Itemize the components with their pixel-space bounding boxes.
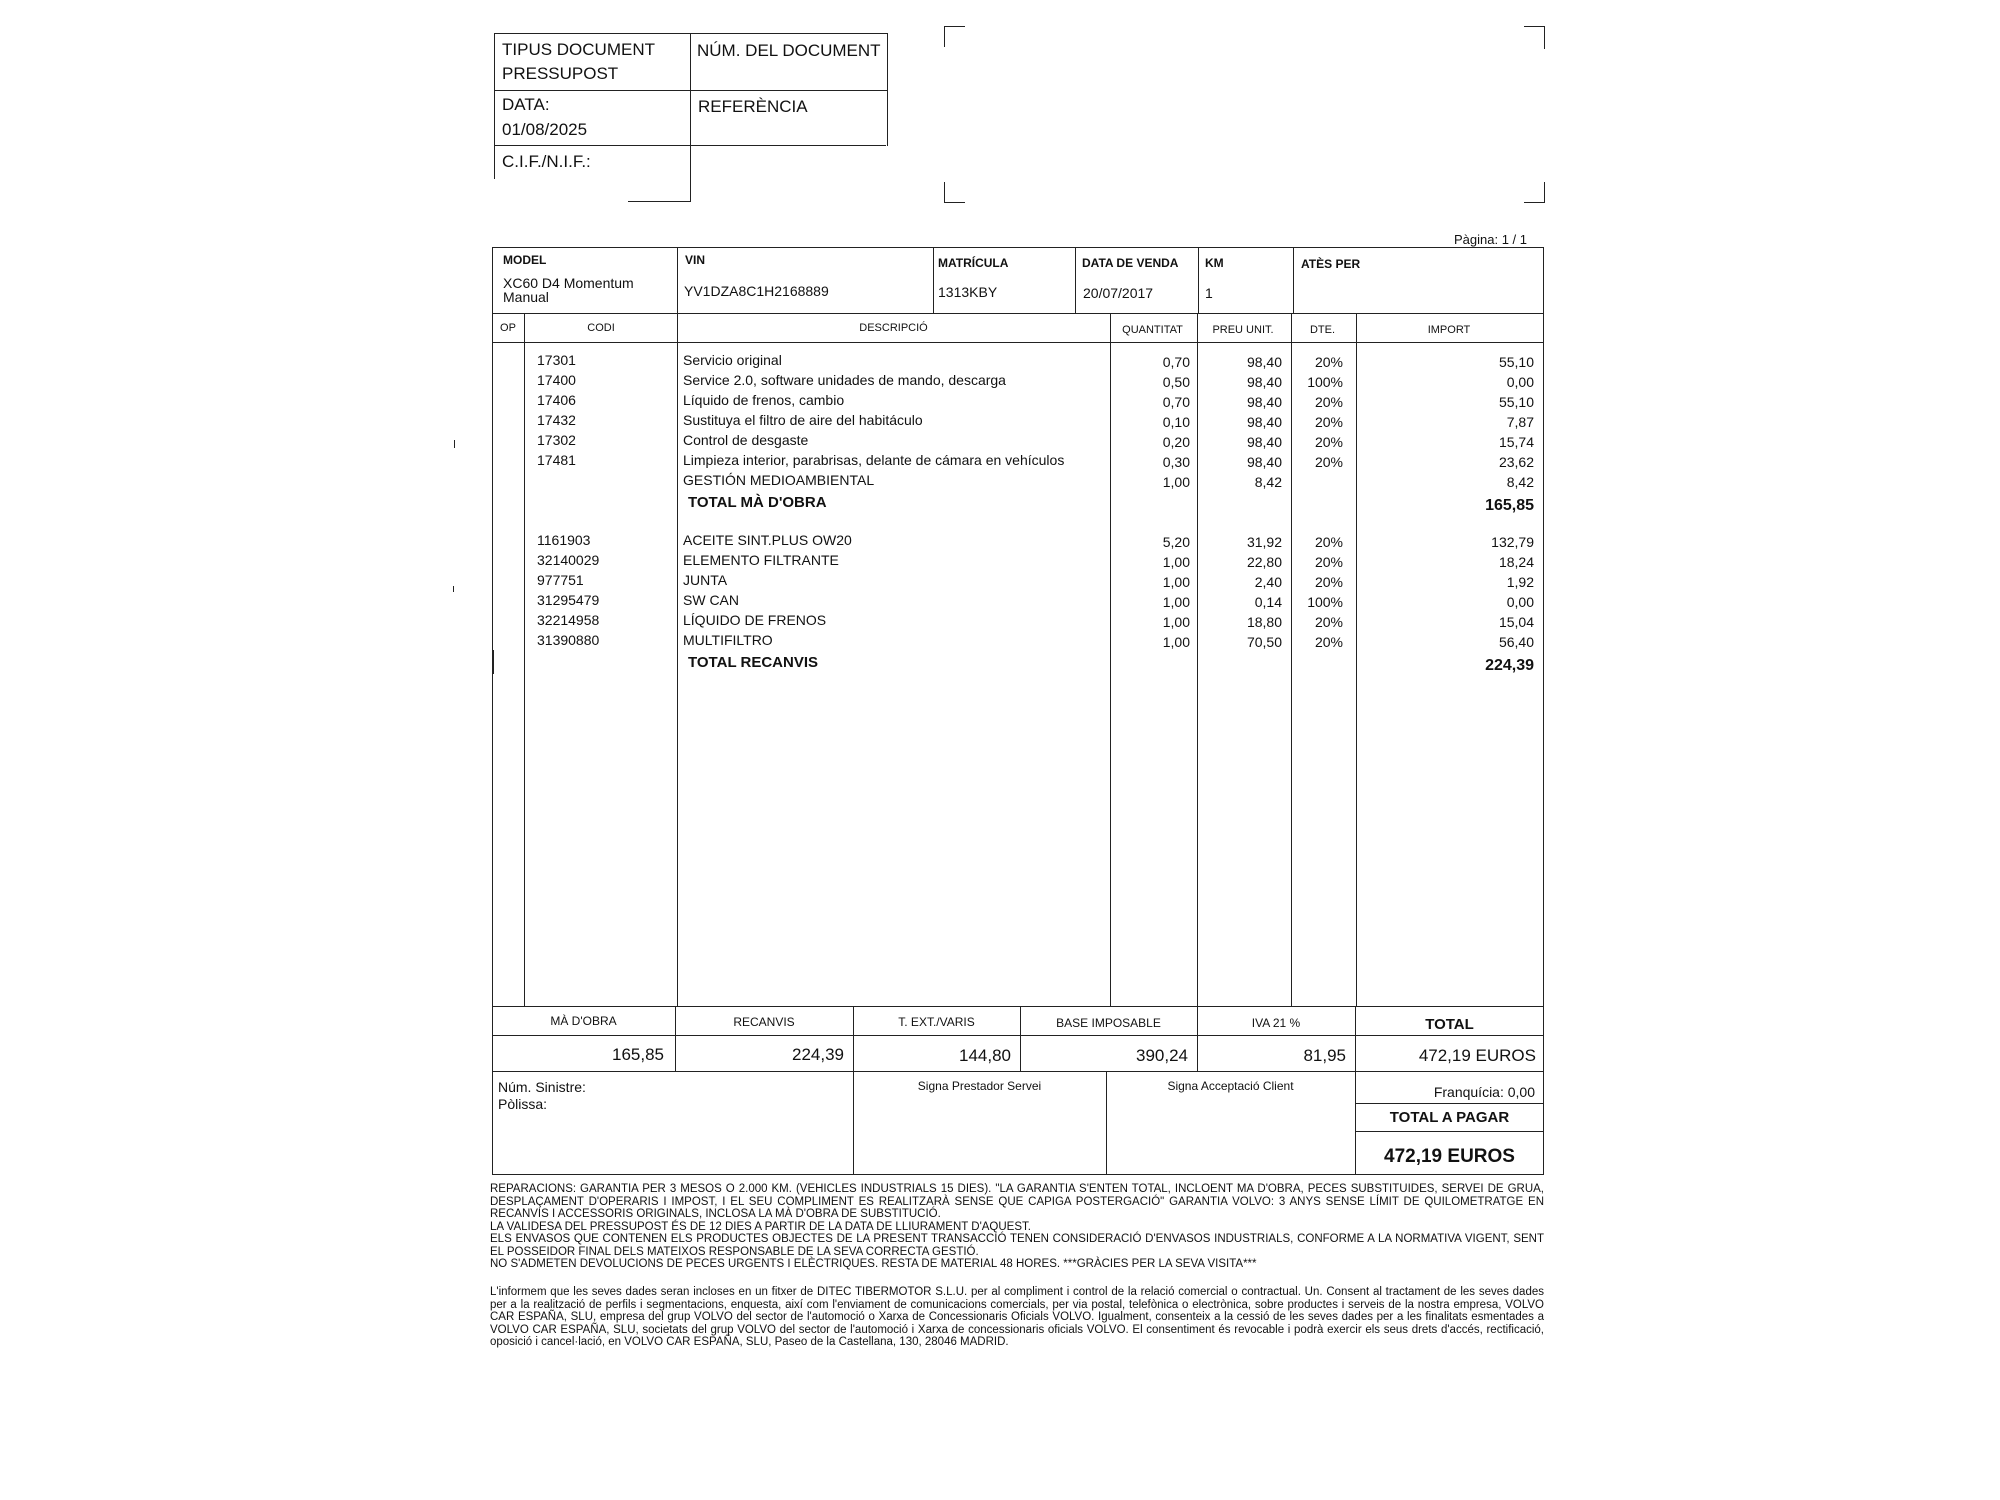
model-label: MODEL — [503, 253, 547, 267]
line-unit-price: 98,40 — [1246, 454, 1282, 470]
line-code: 31390880 — [537, 632, 600, 648]
line-amount: 8,42 — [1506, 474, 1534, 490]
line-discount: 20% — [1314, 354, 1343, 370]
scan-speck — [453, 586, 454, 592]
doc-number-label: NÚM. DEL DOCUMENT — [697, 41, 881, 60]
line-code: 31295479 — [537, 592, 600, 608]
cif-label: C.I.F./N.I.F.: — [502, 152, 591, 171]
total-to-pay-value: 472,19 EUROS — [1384, 1146, 1515, 1167]
line-quantity: 0,70 — [1162, 354, 1190, 370]
line-quantity: 1,00 — [1162, 474, 1190, 490]
labour-total-label: TOTAL MÀ D'OBRA — [688, 494, 827, 511]
line-amount: 132,79 — [1491, 534, 1534, 550]
scan-speck — [493, 650, 494, 674]
vin-label: VIN — [685, 253, 706, 267]
line-quantity: 1,00 — [1162, 574, 1190, 590]
summary-parts-value: 224,39 — [792, 1045, 844, 1064]
packaging-text: ELS ENVASOS QUE CONTENEN ELS PRODUCTES OBJECTES DE LA PRESENT TRANSACCIÓ TENEN CONSIDERACIÓ D'ENVASOS INDUSTRIALS, CONFORME A LA NORMATIVA VIGENT, SENT EL POSSEIDOR FINAL DELS MATEIXOS RESPONSABLE DE LA SEVA CORRECTA GESTIÓ. — [490, 1233, 1544, 1258]
line-description: ELEMENTO FILTRANTE — [683, 552, 839, 568]
line-description: LÍQUIDO DE FRENOS — [683, 612, 827, 628]
line-unit-price: 98,40 — [1246, 354, 1282, 370]
col-code: CODI — [587, 322, 615, 334]
line-quantity: 0,20 — [1162, 434, 1190, 450]
line-amount: 15,04 — [1498, 614, 1534, 630]
line-amount: 55,10 — [1498, 394, 1534, 410]
line-description: Service 2.0, software unidades de mando, descarga — [683, 372, 1006, 388]
legal-conditions — [490, 1183, 1544, 1271]
line-description: GESTIÓN MEDIOAMBIENTAL — [683, 472, 875, 488]
summary-vat-label: IVA 21 % — [1251, 1016, 1301, 1030]
line-discount: 20% — [1314, 634, 1343, 650]
line-code: 977751 — [537, 572, 584, 588]
line-discount: 20% — [1314, 414, 1343, 430]
line-description: Limpieza interior, parabrisas, delante de cámara en vehículos — [683, 452, 1065, 468]
line-quantity: 0,50 — [1162, 374, 1190, 390]
line-unit-price: 98,40 — [1246, 374, 1282, 390]
line-quantity: 1,00 — [1162, 634, 1190, 650]
line-quantity: 5,20 — [1162, 534, 1190, 550]
col-description: DESCRIPCIÓ — [859, 322, 928, 334]
line-unit-price: 22,80 — [1246, 554, 1282, 570]
line-description: MULTIFILTRO — [683, 632, 773, 648]
summary-total-value: 472,19 EUROS — [1418, 1046, 1536, 1065]
line-description: Líquido de frenos, cambio — [683, 392, 845, 408]
line-amount: 56,40 — [1498, 634, 1534, 650]
summary-vat-value: 81,95 — [1303, 1046, 1346, 1065]
summary-base-label: BASE IMPOSABLE — [1056, 1016, 1161, 1030]
col-op: OP — [500, 322, 516, 334]
line-quantity: 0,30 — [1162, 454, 1190, 470]
line-description: ACEITE SINT.PLUS OW20 — [683, 532, 852, 548]
date-label: DATA: — [502, 95, 550, 114]
client-signature-label: Signa Acceptació Client — [1167, 1079, 1294, 1093]
parts-total-label: TOTAL RECANVIS — [688, 654, 819, 671]
line-discount: 20% — [1314, 614, 1343, 630]
line-unit-price: 98,40 — [1246, 394, 1282, 410]
line-discount: 20% — [1314, 394, 1343, 410]
line-amount: 0,00 — [1506, 594, 1534, 610]
total-to-pay-label: TOTAL A PAGAR — [1389, 1109, 1510, 1126]
line-amount: 1,92 — [1506, 574, 1534, 590]
col-unit-price: PREU UNIT. — [1212, 324, 1274, 336]
summary-base-value: 390,24 — [1136, 1046, 1188, 1065]
summary-labour-label: MÀ D'OBRA — [550, 1014, 617, 1028]
line-code: 1161903 — [537, 532, 591, 548]
line-description: Control de desgaste — [683, 432, 809, 448]
provider-signature-label: Signa Prestador Servei — [917, 1079, 1042, 1093]
plate-value: 1313KBY — [938, 284, 998, 300]
line-code: 17481 — [537, 452, 576, 468]
line-quantity: 1,00 — [1162, 594, 1190, 610]
col-discount: DTE. — [1309, 324, 1336, 336]
line-discount: 20% — [1314, 554, 1343, 570]
line-code: 32214958 — [537, 612, 600, 628]
line-unit-price: 2,40 — [1254, 574, 1282, 590]
line-unit-price: 8,42 — [1254, 474, 1282, 490]
line-unit-price: 98,40 — [1246, 434, 1282, 450]
line-quantity: 0,70 — [1162, 394, 1190, 410]
reference-label: REFERÈNCIA — [698, 97, 808, 116]
attended-by-label: ATÈS PER — [1301, 257, 1361, 271]
line-code: 17400 — [537, 372, 576, 388]
vin-value: YV1DZA8C1H2168889 — [684, 283, 829, 299]
line-unit-price: 70,50 — [1246, 634, 1282, 650]
plate-label: MATRÍCULA — [938, 256, 1009, 270]
km-label: KM — [1205, 256, 1224, 270]
doc-type-label: TIPUS DOCUMENT — [502, 40, 655, 59]
doc-type-value: PRESSUPOST — [502, 64, 619, 83]
claim-number-label: Núm. Sinistre: — [498, 1079, 586, 1095]
labour-total-value: 165,85 — [1485, 497, 1534, 514]
line-amount: 55,10 — [1498, 354, 1534, 370]
page-number: Pàgina: 1 / 1 — [1454, 232, 1527, 247]
line-amount: 7,87 — [1506, 414, 1534, 430]
parts-total-value: 224,39 — [1485, 657, 1534, 674]
line-amount: 18,24 — [1498, 554, 1534, 570]
line-code: 17406 — [537, 392, 576, 408]
line-discount: 20% — [1314, 434, 1343, 450]
line-code: 32140029 — [537, 552, 600, 568]
model-value-line2: Manual — [503, 289, 549, 305]
line-description: Servicio original — [683, 352, 782, 368]
line-discount: 20% — [1314, 574, 1343, 590]
validity-text: LA VALIDESA DEL PRESSUPOST ÉS DE 12 DIES A PARTIR DE LA DATA DE LLIURAMENT D'AQUEST. — [490, 1220, 1031, 1233]
line-amount: 23,62 — [1498, 454, 1534, 470]
line-unit-price: 31,92 — [1246, 534, 1282, 550]
line-discount: 100% — [1307, 594, 1343, 610]
line-description: SW CAN — [683, 592, 739, 608]
line-description: Sustituya el filtro de aire del habitáculo — [683, 412, 923, 428]
date-value: 01/08/2025 — [502, 120, 588, 139]
line-quantity: 1,00 — [1162, 554, 1190, 570]
franchise-value: Franquícia: 0,00 — [1433, 1084, 1535, 1100]
line-unit-price: 98,40 — [1246, 414, 1282, 430]
scan-speck — [454, 440, 455, 448]
line-unit-price: 18,80 — [1246, 614, 1282, 630]
returns-text: NO S'ADMETEN DEVOLUCIONS DE PECES URGENTS I ELÈCTRIQUES. RESTA DE MATERIAL 48 HORES. ***GRÀCIES PER LA SEVA VISITA*** — [490, 1258, 1257, 1270]
line-code: 17301 — [537, 352, 576, 368]
line-discount: 100% — [1307, 374, 1343, 390]
col-quantity: QUANTITAT — [1122, 324, 1183, 336]
model-value-line1: XC60 D4 Momentum — [503, 275, 634, 291]
line-discount: 20% — [1314, 534, 1343, 550]
line-discount: 20% — [1314, 454, 1343, 470]
line-unit-price: 0,14 — [1254, 594, 1282, 610]
km-value: 1 — [1205, 285, 1213, 301]
line-code: 17302 — [537, 432, 576, 448]
summary-parts-label: RECANVIS — [733, 1015, 795, 1029]
col-amount: IMPORT — [1427, 324, 1471, 336]
summary-ext-label: T. EXT./VARIS — [898, 1015, 975, 1029]
warranty-text: REPARACIONS: GARANTIA PER 3 MESOS O 2.000 KM. (VEHICLES INDUSTRIALS 15 DIES). "LA GARANTIA S'ENTEN TOTAL, INCLOENT MA D'OBRA, PECES SUBSTITUIDES, SERVEI DE GRUA, DESPLAÇAMENT D'OPERARIS I IMPOST, I EL SEU COMPLIMENT ES REALITZARÀ SENSE QUE CAPIGA POSTERGACIÓ" GARANTIA VOLVO: 3 ANYS SENSE LÍMIT DE QUILOMETRATGE EN RECANVIS I ACCESSORIS ORIGINALS, INCLOSA LA MÀ D'OBRA DE SUBSTITUCIÓ. — [490, 1183, 1544, 1220]
line-amount: 15,74 — [1498, 434, 1534, 450]
summary-labour-value: 165,85 — [612, 1045, 664, 1064]
policy-label: Pòlissa: — [498, 1096, 548, 1112]
privacy-notice: L'informem que les seves dades seran incloses en un fitxer de DITEC TIBERMOTOR S.L.U. per al compliment i control de la relació comercial o contractual. Un. Consent al tractament de les seves dades per a la realització de perfils i segmentacions, enquesta, així com l'enviament de comunicacions comercials, per via postal, telefònica o electrònica, sobre productes i serveis de la nostra empresa, VOLVO CAR ESPAÑA, SLU, empresa del grup VOLVO del sector de l'automoció o Xarxa de Concessionaris Oficials VOLVO. Igualment, consenteix a la cessió de les seves dades per a les finalitats esmentades a VOLVO CAR ESPAÑA, SLU, societats del grup VOLVO del sector de l'automoció i Xarxa de concessionaris oficials VOLVO. El consentiment és revocable i podrà exercir els seus drets d'accés, rectificació, oposició i cancel·lació, en VOLVO CAR ESPAÑA, SLU, Paseo de la Castellana, 130, 28046 MADRID. — [490, 1286, 1544, 1348]
summary-total-label: TOTAL — [1425, 1016, 1474, 1033]
line-quantity: 0,10 — [1162, 414, 1190, 430]
summary-ext-value: 144,80 — [959, 1046, 1011, 1065]
line-quantity: 1,00 — [1162, 614, 1190, 630]
sale-date-value: 20/07/2017 — [1083, 285, 1154, 301]
line-code: 17432 — [537, 412, 576, 428]
line-description: JUNTA — [683, 572, 728, 588]
line-amount: 0,00 — [1506, 374, 1534, 390]
sale-date-label: DATA DE VENDA — [1082, 256, 1179, 270]
